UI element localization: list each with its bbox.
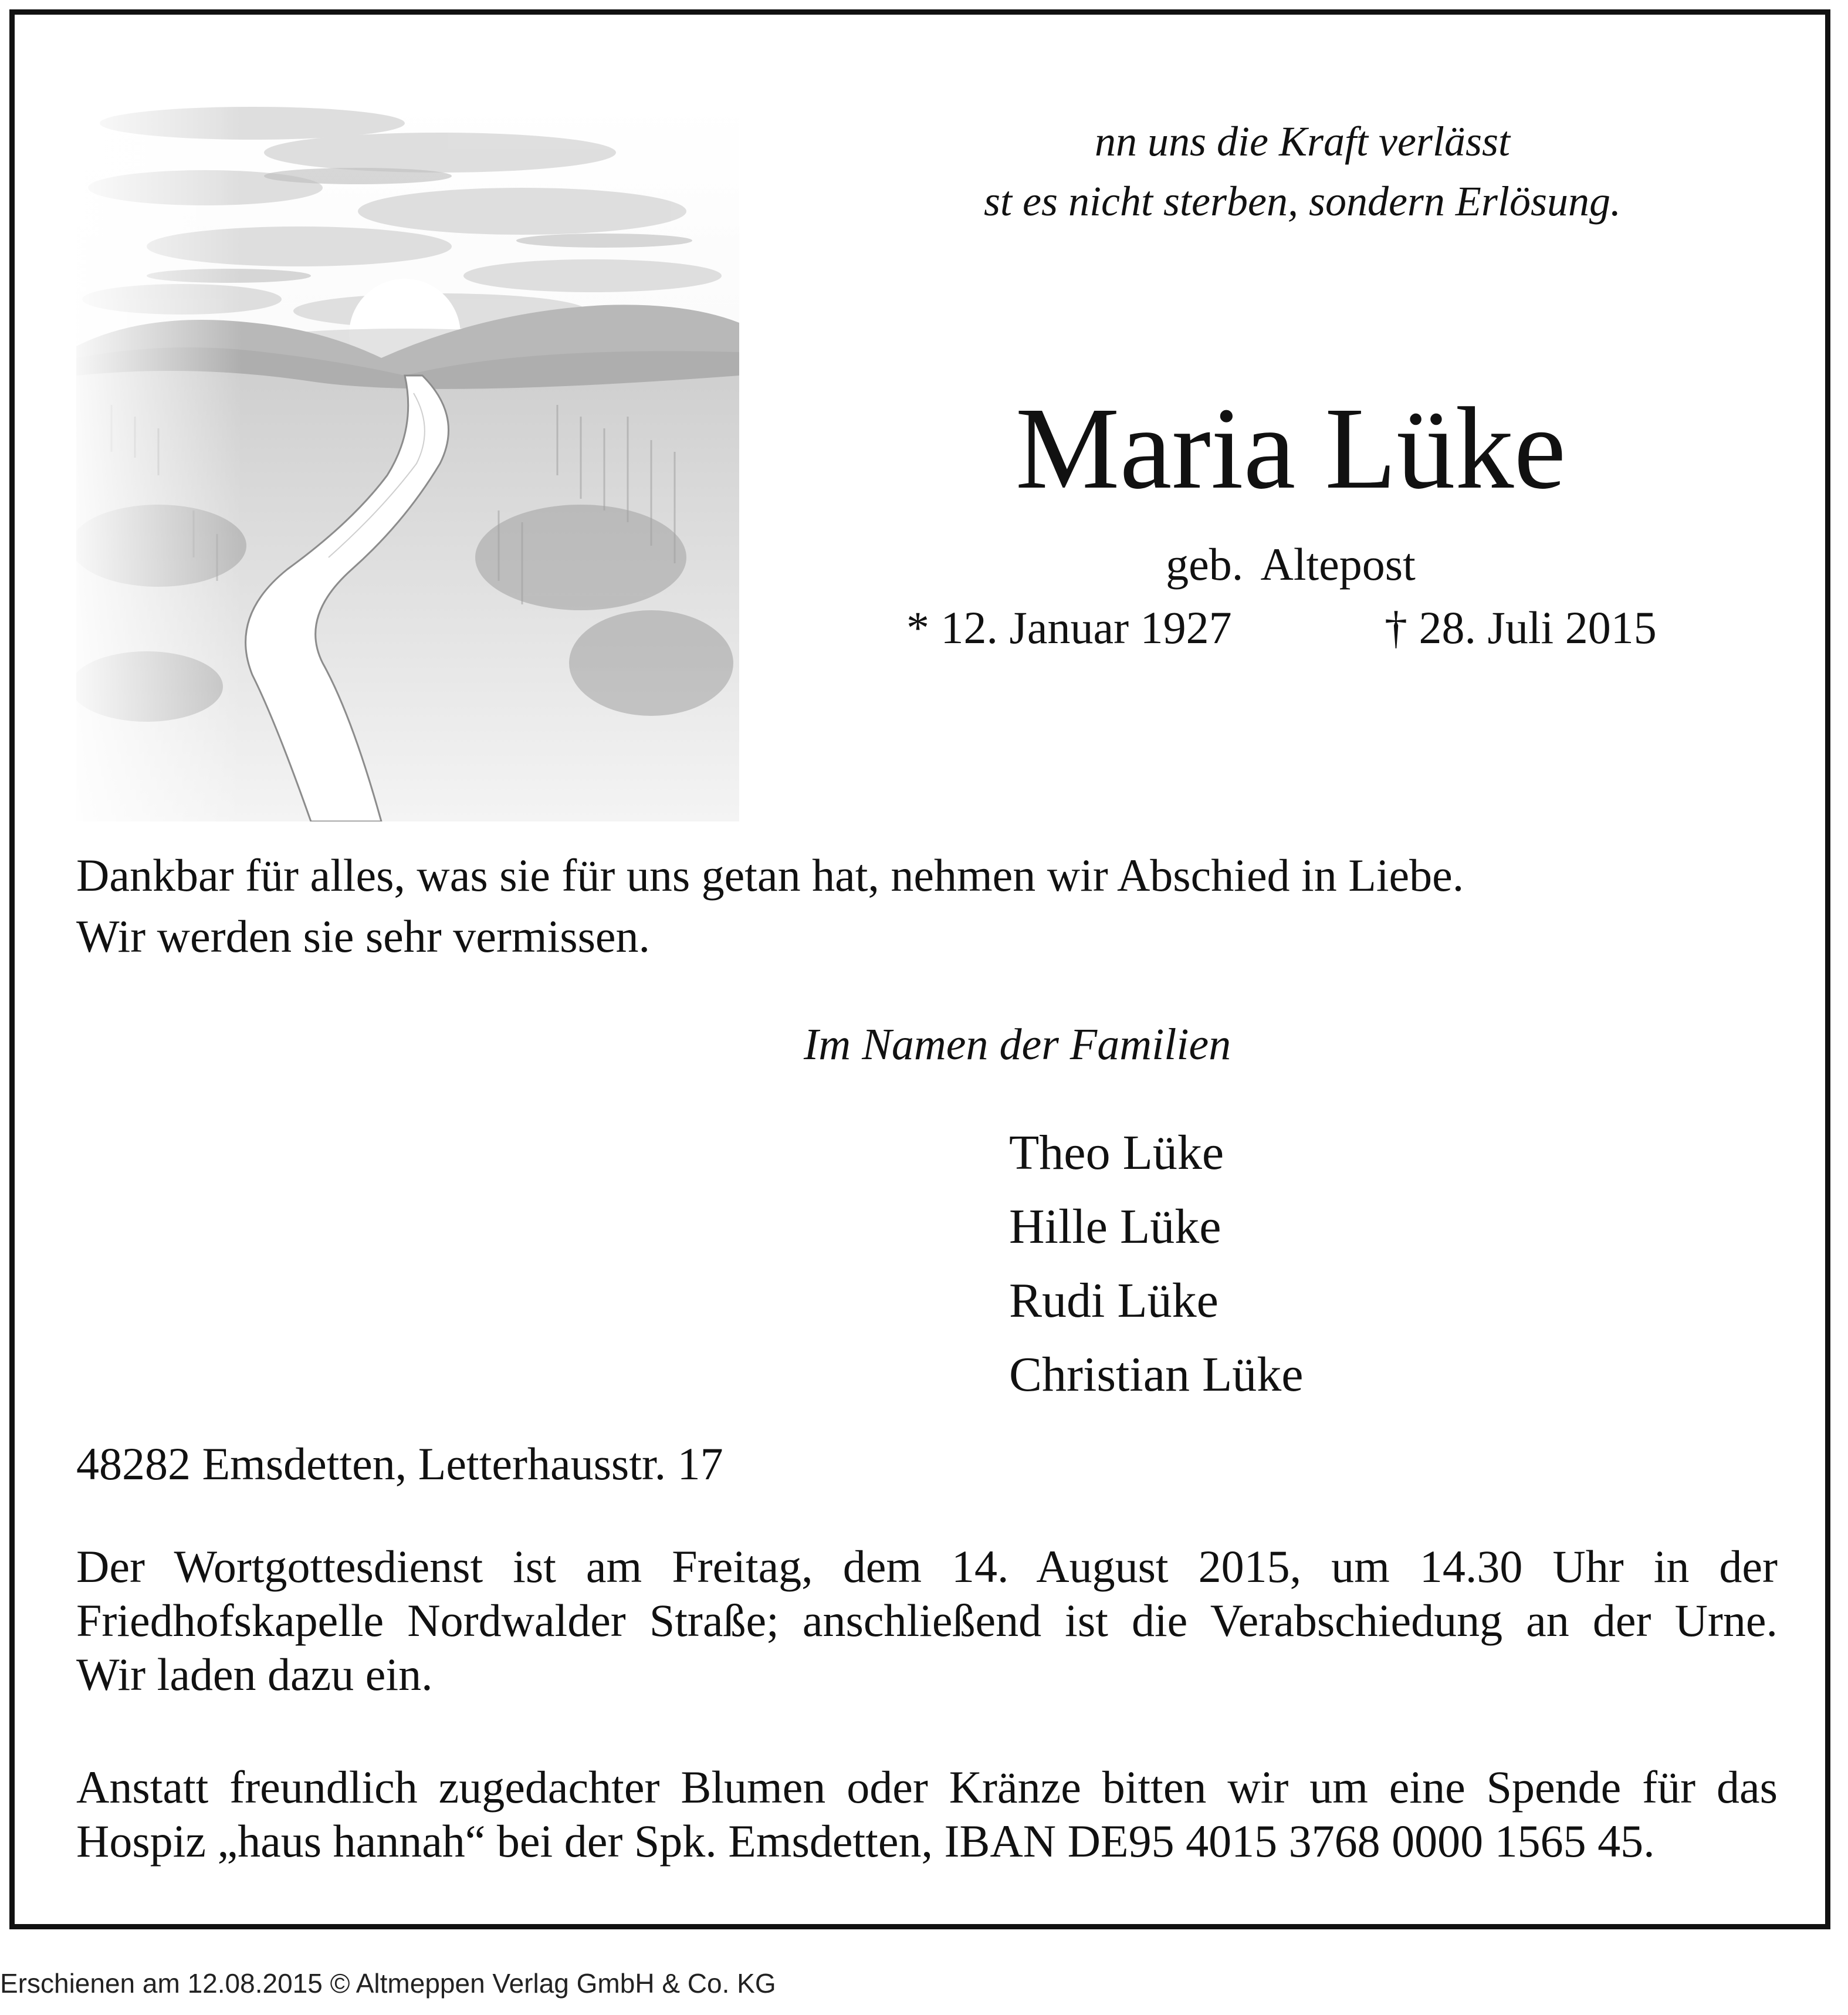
mourner-name: Christian Lüke bbox=[1009, 1347, 1304, 1402]
donation-line: Hospiz „haus hannah“ bei der Spk. Emsdetten, IBAN DE95 4015 3768 0000 1565 45. bbox=[76, 1815, 1655, 1867]
deceased-name: Maria Lüke bbox=[1015, 384, 1566, 513]
mourner-name: Rudi Lüke bbox=[1009, 1273, 1219, 1328]
thanks-text bbox=[76, 845, 1464, 967]
service-line: Der Wortgottesdienst ist am Freitag, dem 14. August 2015, um 14.30 Uhr in der bbox=[76, 1541, 1778, 1592]
thanks-line: Wir werden sie sehr vermissen. bbox=[76, 911, 651, 962]
donation-notice bbox=[76, 1760, 1778, 1868]
service-notice bbox=[76, 1540, 1778, 1702]
motto-line: nn uns die Kraft verlässt bbox=[1094, 118, 1510, 165]
donation-line: Anstatt freundlich zugedachter Blumen oder Kränze bitten wir um eine Spende für das bbox=[76, 1762, 1778, 1813]
motto-quote bbox=[810, 111, 1795, 231]
death-date: † 28. Juli 2015 bbox=[1385, 602, 1657, 653]
service-line: Wir laden dazu ein. bbox=[76, 1649, 433, 1700]
motto-line: st es nicht sterben, sondern Erlösung. bbox=[984, 178, 1621, 225]
service-line: Friedhofskapelle Nordwalder Straße; anschließend ist die Verabschiedung an der Urne. bbox=[76, 1595, 1778, 1646]
family-intro: Im Namen der Familien bbox=[804, 1020, 1231, 1069]
thanks-line: Dankbar für alles, was sie für uns getan hat, nehmen wir Abschied in Liebe. bbox=[76, 850, 1464, 901]
publication-credit: Erschienen am 12.08.2015 © Altmeppen Verlag GmbH & Co. KG bbox=[0, 1968, 776, 1999]
birth-date: * 12. Januar 1927 bbox=[906, 602, 1232, 653]
mourner-name: Hille Lüke bbox=[1009, 1199, 1221, 1254]
mourner-name: Theo Lüke bbox=[1009, 1125, 1224, 1180]
family-address: 48282 Emsdetten, Letterhausstr. 17 bbox=[76, 1438, 723, 1489]
mourners-list bbox=[1009, 1116, 1304, 1412]
landscape-illustration bbox=[76, 100, 739, 821]
birth-name: geb. Altepost bbox=[1166, 539, 1416, 590]
